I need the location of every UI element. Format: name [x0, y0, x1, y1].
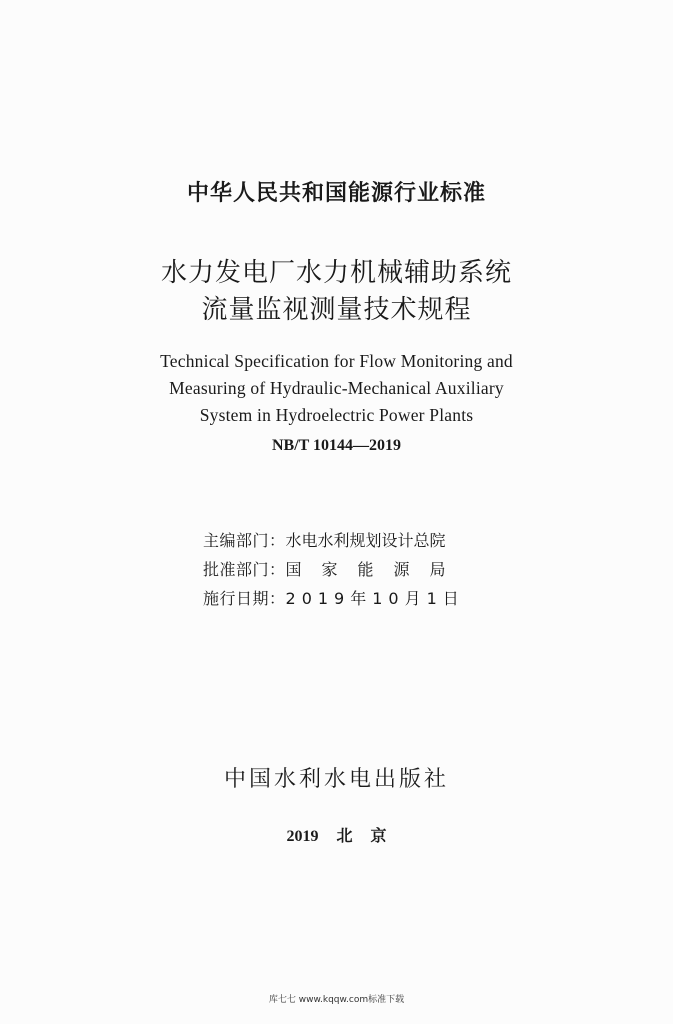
title-en-line1: Technical Specification for Flow Monitoring and: [160, 351, 513, 371]
standard-code: NB/T 10144—2019: [271, 437, 402, 454]
effective-date-row: [203, 586, 465, 609]
editor-row: [203, 528, 446, 551]
editor-label: 主编部门：: [203, 531, 286, 550]
title-en-line3: System in Hydroelectric Power Plants: [199, 405, 474, 425]
title-en-line2: Measuring of Hydraulic-Mechanical Auxiliary: [169, 378, 504, 398]
title-cn-line1: 水力发电厂水力机械辅助系统: [160, 258, 512, 288]
effective-date-value: 2019年10月1日: [285, 589, 465, 608]
watermark-footer: 库七七 www.kqqw.com标准下载: [268, 995, 405, 1005]
editor-value: 水电水利规划设计总院: [285, 531, 446, 550]
effective-date-label: 施行日期：: [203, 589, 286, 608]
industry-standard-heading: 中华人民共和国能源行业标准: [186, 181, 486, 206]
title-cn-line2: 流量监视测量技术规程: [201, 295, 472, 325]
approver-label: 批准部门：: [203, 560, 286, 579]
publisher-name: 中国水利水电出版社: [223, 767, 449, 792]
publication-year-place: 2019 北 京: [286, 828, 387, 845]
approver-row: [203, 557, 466, 580]
approver-value: 国家能源局: [285, 560, 466, 579]
